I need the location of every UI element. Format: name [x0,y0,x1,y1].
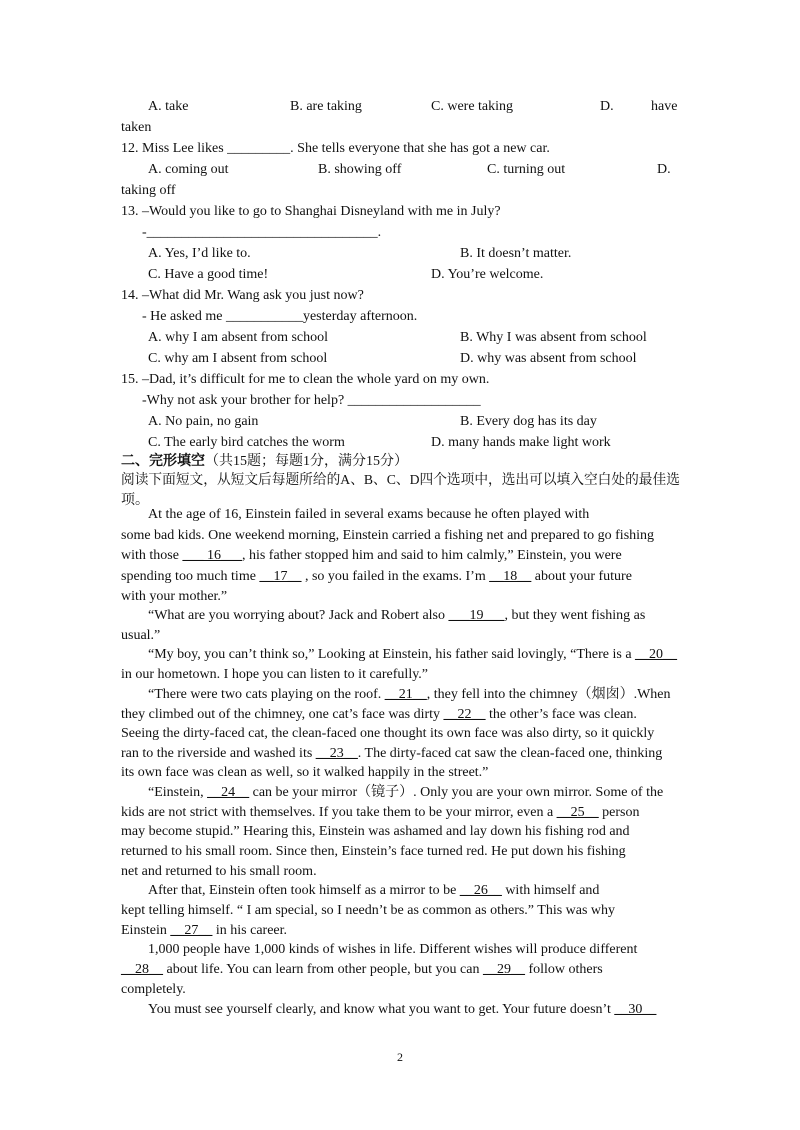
passage-line [121,567,632,587]
passage-line [148,645,677,665]
section-heading [121,452,408,472]
passage-line: At the age of 16, Einstein failed in several exams because he often played with [148,507,590,522]
blank-29: __29__ [482,962,525,977]
text-run: spending too much time [121,569,260,584]
q13-option-d: D. You’re welcome. [431,267,544,282]
q11-option-d: D. [600,99,614,114]
passage-line [148,1000,656,1020]
text-run: kids are not strict with themselves. If you take them to be your mirror, even a [121,805,557,820]
q15-stem: 15. –Dad, it’s difficult for me to clean the whole yard on my own. [121,372,490,387]
text-run: . The dirty-faced cat saw the clean-faced one, thinking [357,746,663,761]
section-note: （共15题；每题1分，满分15分） [205,454,408,469]
passage-line [121,803,639,823]
text-run: , but they went fishing as [504,608,646,623]
text-run: , so you failed in the exams. I’m [301,569,490,584]
q13-option-c: C. Have a good time! [148,267,269,282]
q12-option-c: C. turning out [487,162,566,177]
text-run: After that, Einstein often took himself as a mirror to be [148,883,460,898]
text-run: about life. You can learn from other people, but you can [163,962,483,977]
q11-option-d-wrap-2: taken [121,120,152,135]
passage-line: may become stupid.” Hearing this, Einstein was ashamed and lay down his fishing rod and [121,824,630,839]
blank-26: __26__ [459,883,502,898]
blank-17: __17__ [259,569,302,584]
passage-line: 1,000 people have 1,000 kinds of wishes in life. Different wishes will produce different [148,942,638,957]
passage-line [148,685,671,705]
passage-line [121,921,287,941]
passage-line: some bad kids. One weekend morning, Einstein carried a fishing net and prepared to go fishing [121,528,655,543]
passage-line [121,960,603,980]
q11-option-d-wrap: have [651,99,678,114]
passage-line: its own face was clean as well, so it walked happily in the street.” [121,765,489,780]
section-title: 二、完形填空 [121,454,205,469]
text-run: You must see yourself clearly, and know what you want to get. Your future doesn’t [148,1002,615,1017]
blank-24: __24__ [207,785,250,800]
text-run: can be your mirror（镜子）. Only you are your own mirror. Some of the [249,785,664,800]
blank-23: __23__ [315,746,358,761]
q14-stem: 14. –What did Mr. Wang ask you just now? [121,288,364,303]
passage-line: kept telling himself. “ I am special, so I needn’t be as common as others.” This was why [121,903,616,918]
text-run: “Einstein, [148,785,208,800]
q15-option-d: D. many hands make light work [431,435,611,450]
blank-22: __22__ [443,707,486,722]
q12-option-a: A. coming out [148,162,229,177]
passage-line [121,744,662,764]
q12-option-d: D. [657,162,671,177]
passage-line [148,783,663,803]
blank-16: ___ 16___ [182,548,242,563]
text-run: “There were two cats playing on the roof. [148,687,385,702]
text-run: follow others [524,962,603,977]
q15-option-a: A. No pain, no gain [148,414,259,429]
q14-answer-line: - He asked me ___________yesterday afternoon. [142,309,418,324]
q15-answer-line: -Why not ask your brother for help? ___________________ [142,393,481,408]
q14-option-b: B. Why I was absent from school [460,330,647,345]
text-run: “What are you worrying about? Jack and Robert also [148,608,449,623]
blank-20: __20__ [635,647,678,662]
q11-option-b: B. are taking [290,99,362,114]
q14-option-c: C. why am I absent from school [148,351,328,366]
text-run: with himself and [501,883,600,898]
q14-option-a: A. why I am absent from school [148,330,329,345]
q11-option-c: C. were taking [431,99,514,114]
q11-option-a: A. take [148,99,189,114]
passage-line [148,606,645,626]
q13-option-b: B. It doesn’t matter. [460,246,572,261]
q12-stem: 12. Miss Lee likes _________. She tells everyone that she has got a new car. [121,141,550,156]
text-run: with those [121,548,183,563]
blank-27: __27__ [170,923,213,938]
blank-18: __18__ [489,569,532,584]
q14-option-d: D. why was absent from school [460,351,637,366]
text-run: they climbed out of the chimney, one cat’s face was dirty [121,707,444,722]
passage-line: completely. [121,982,186,997]
passage-line [148,881,599,901]
page-number: 2 [397,1050,403,1064]
section-instruction-cont: 项。 [121,493,149,508]
passage-line: returned to his small room. Since then, Einstein’s face turned red. He put down his fishing [121,844,626,859]
text-run: in his career. [212,923,288,938]
passage-line: in our hometown. I hope you can listen to it carefully.” [121,667,429,682]
q13-option-a: A. Yes, I’d like to. [148,246,251,261]
section-instruction: 阅读下面短文，从短文后每题所给的A、B、C、D四个选项中，选出可以填入空白处的最佳选 [121,473,680,488]
blank-25: __25__ [556,805,599,820]
text-run: “My boy, you can’t think so,” Looking at Einstein, his father said lovingly, “There is a [148,647,636,662]
text-run: about your future [531,569,632,584]
blank-19: ___19___ [448,608,505,623]
text-run: the other’s face was clean. [485,707,637,722]
text-run: , they fell into the chimney（烟囱）.When [426,687,671,702]
q12-option-b: B. showing off [318,162,402,177]
text-run: , his father stopped him and said to him calmly,” Einstein, you were [241,548,622,563]
q13-answer-line: -_________________________________. [142,225,382,240]
q15-option-c: C. The early bird catches the worm [148,435,345,450]
passage-line: net and returned to his small room. [121,864,317,879]
blank-30: __30__ [614,1002,657,1017]
passage-line [121,705,637,725]
passage-line: Seeing the dirty-faced cat, the clean-faced one thought its own face was also dirty, so it quickly [121,726,655,741]
text-run: person [598,805,640,820]
passage-line [121,546,622,566]
q15-option-b: B. Every dog has its day [460,414,597,429]
passage-line: with your mother.” [121,589,228,604]
text-run: ran to the riverside and washed its [121,746,316,761]
q12-option-d-wrap: taking off [121,183,176,198]
text-run: Einstein [121,923,171,938]
blank-28: __28__ [121,962,163,977]
q13-stem: 13. –Would you like to go to Shanghai Disneyland with me in July? [121,204,501,219]
passage-line: usual.” [121,628,161,643]
blank-21: __21__ [384,687,427,702]
